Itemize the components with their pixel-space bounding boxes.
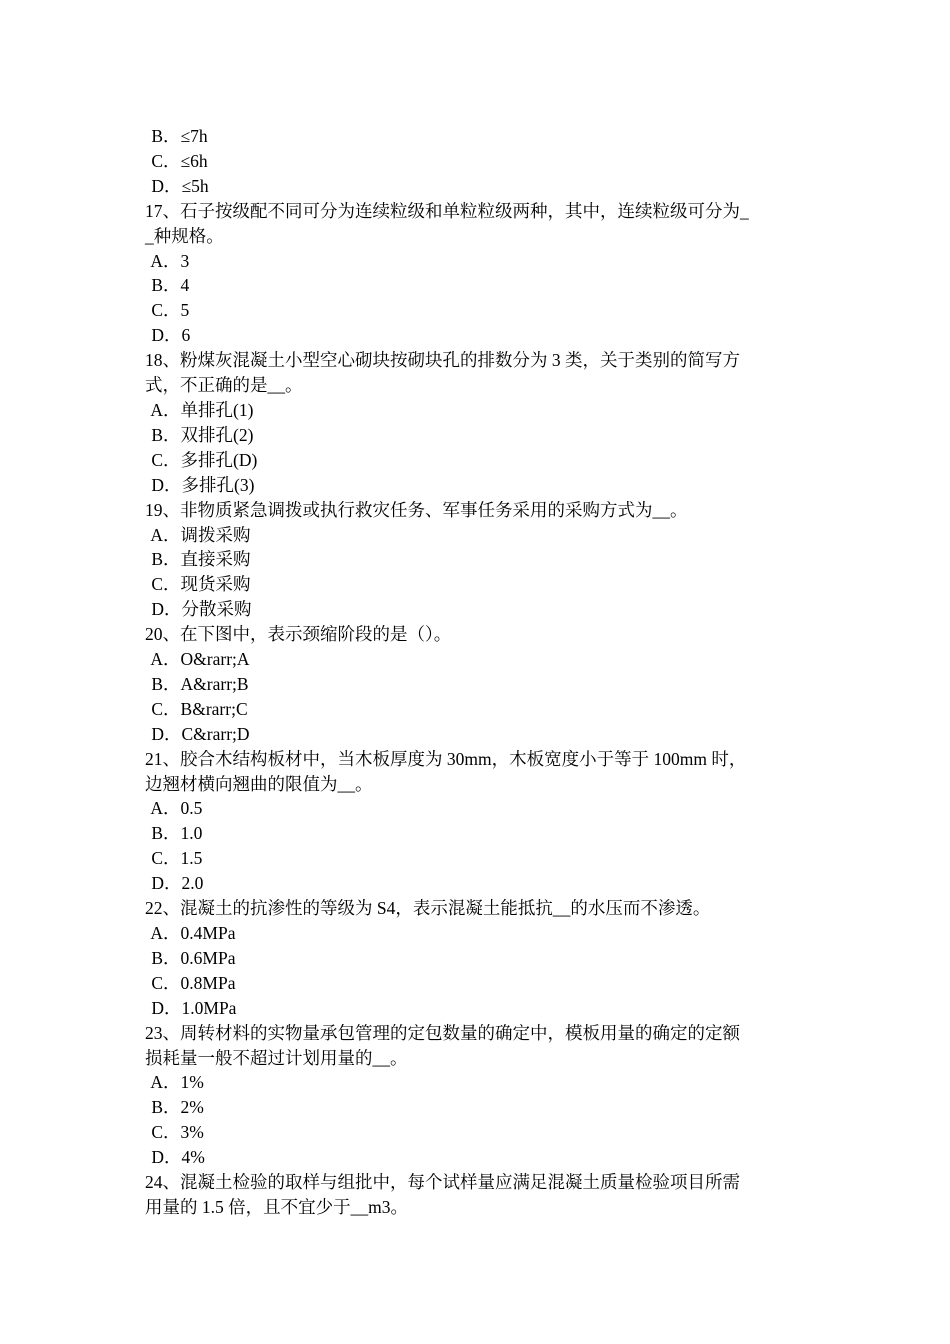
answer-option: A．0.5 — [147, 798, 203, 819]
question-text-continued: 边翘材横向翘曲的限值为__。 — [145, 773, 373, 794]
answer-option: B．0.6MPa — [147, 947, 236, 968]
answer-option: B．4 — [147, 275, 190, 296]
question-text: 17、石子按级配不同可分为连续粒级和单粒粒级两种，其中，连续粒级可分为_ — [145, 200, 749, 221]
answer-option: D．C&rarr;D — [147, 723, 250, 744]
answer-option: D．2.0 — [147, 873, 204, 894]
answer-option: C．0.8MPa — [147, 972, 236, 993]
question-text-continued: 用量的 1.5 倍，且不宜少于__m3。 — [145, 1196, 408, 1217]
answer-option: C．现货采购 — [147, 574, 251, 595]
answer-option: A．单排孔(1) — [147, 399, 254, 420]
answer-option: A．0.4MPa — [147, 923, 236, 943]
question-text: 19、非物质紧急调拨或执行救灾任务、军事任务采用的采购方式为__。 — [145, 499, 688, 520]
answer-option: C．多排孔(D) — [147, 449, 258, 470]
answer-option: C．1.5 — [147, 848, 203, 869]
question-text: 22、混凝土的抗渗性的等级为 S4，表示混凝土能抵抗__的水压而不渗透。 — [145, 898, 711, 919]
answer-option: D．6 — [147, 325, 191, 346]
answer-option: A．O&rarr;A — [147, 649, 250, 670]
answer-option: D．1.0MPa — [147, 997, 237, 1018]
answer-option: C．≤6h — [147, 150, 208, 171]
answer-option: B．双排孔(2) — [147, 424, 254, 445]
answer-option: D．≤5h — [147, 175, 209, 196]
answer-option: A．3 — [147, 250, 190, 271]
answer-option: B．≤7h — [147, 126, 208, 146]
answer-option: D．多排孔(3) — [147, 474, 255, 495]
question-text-continued: 损耗量一般不超过计划用量的__。 — [145, 1047, 408, 1068]
answer-option: B．A&rarr;B — [147, 673, 249, 694]
question-text: 24、混凝土检验的取样与组批中，每个试样量应满足混凝土质量检验项目所需 — [145, 1172, 740, 1193]
question-text: 23、周转材料的实物量承包管理的定包数量的确定中，模板用量的确定的定额 — [145, 1022, 740, 1043]
document-page — [145, 124, 810, 1220]
question-text: 18、粉煤灰混凝土小型空心砌块按砌块孔的排数分为 3 类，关于类别的简写方 — [145, 350, 740, 371]
answer-option: C．3% — [147, 1122, 204, 1143]
question-text: 20、在下图中，表示颈缩阶段的是（）。 — [145, 624, 452, 645]
answer-option: C．B&rarr;C — [147, 698, 248, 719]
question-text-continued: 式，不正确的是__。 — [145, 375, 303, 396]
answer-option: D．4% — [147, 1147, 205, 1168]
answer-option: A．调拨采购 — [147, 524, 251, 545]
question-text: 21、胶合木结构板材中，当木板厚度为 30mm，木板宽度小于等于 100mm 时， — [145, 748, 747, 769]
answer-option: B．2% — [147, 1097, 204, 1118]
answer-option: A．1% — [147, 1072, 204, 1093]
question-text-continued: _种规格。 — [145, 225, 224, 246]
answer-option: B．1.0 — [147, 823, 203, 844]
answer-option: D．分散采购 — [147, 599, 252, 620]
answer-option: C．5 — [147, 300, 190, 321]
answer-option: B．直接采购 — [147, 549, 251, 570]
